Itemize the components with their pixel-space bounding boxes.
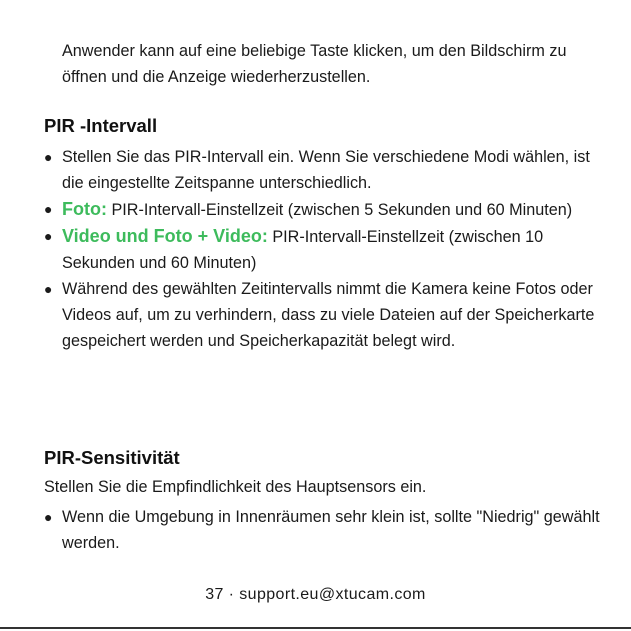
pir-sensitivity-list xyxy=(44,504,604,556)
list-item xyxy=(44,504,604,556)
pir-interval-list xyxy=(44,144,604,354)
list-item-text: Stellen Sie das PIR-Intervall ein. Wenn Sie verschiedene Modi wählen, ist die eingestellte Zeitspanne unterschiedlich. xyxy=(62,148,590,192)
foto-label: Foto: xyxy=(62,199,107,219)
list-item-text: PIR-Intervall-Einstellzeit (zwischen 5 Sekunden und 60 Minuten) xyxy=(106,201,573,219)
bottom-divider xyxy=(0,627,631,629)
video-label: Video und Foto + Video: xyxy=(62,226,268,246)
list-item xyxy=(44,276,604,354)
list-item xyxy=(44,223,604,276)
pir-sensitivity-heading: PIR-Sensitivität xyxy=(44,447,180,468)
list-item-text: Wenn die Umgebung in Innenräumen sehr klein ist, sollte "Niedrig" gewählt werden. xyxy=(62,508,600,552)
bullet-dot-icon: ● xyxy=(44,281,53,297)
list-item-text: PIR-Intervall-Einstellzeit (zwischen 10 Sekunden und 60 Minuten) xyxy=(62,228,544,272)
bullet-dot-icon: ● xyxy=(44,509,53,525)
list-item xyxy=(44,196,604,223)
pir-sensitivity-text: Stellen Sie die Empfindlichkeit des Hauptsensors ein. xyxy=(44,478,427,496)
bullet-dot-icon: ● xyxy=(44,201,53,217)
list-item xyxy=(44,144,604,196)
pir-interval-heading: PIR -Intervall xyxy=(44,115,158,136)
page-footer: 37 · support.eu@xtucam.com xyxy=(205,586,426,603)
list-item-text: Während des gewählten Zeitintervalls nimmt die Kamera keine Fotos oder Videos auf, um zu verhindern, dass zu viele Dateien auf der Speicherkarte gespeichert werden und Speicherkapazität belegt wird. xyxy=(62,280,595,350)
intro-paragraph: Anwender kann auf eine beliebige Taste klicken, um den Bildschirm zu öffnen und die Anzeige wiederherzustellen. xyxy=(62,42,567,86)
bullet-dot-icon: ● xyxy=(44,228,53,244)
bullet-dot-icon: ● xyxy=(44,149,53,165)
